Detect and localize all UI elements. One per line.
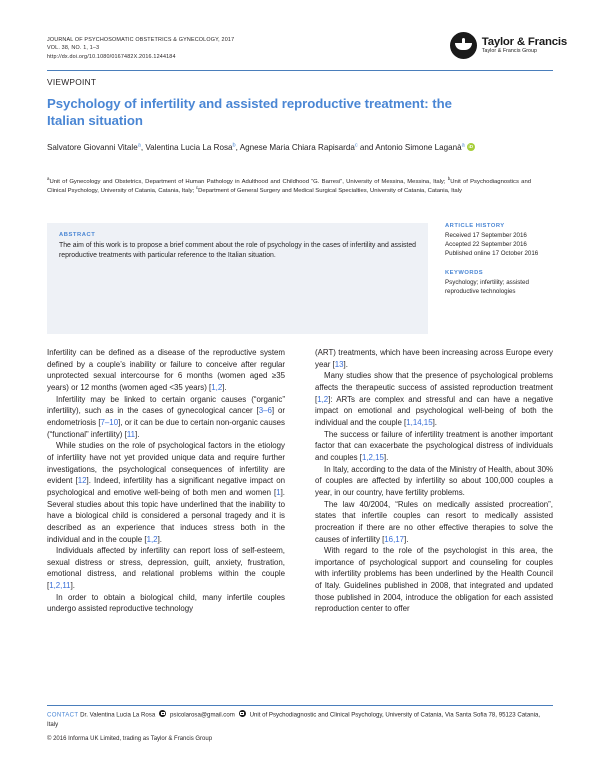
keywords-heading: KEYWORDS	[445, 269, 484, 276]
journal-doi-line[interactable]: http://dx.doi.org/10.1080/0167482X.2016.1244184	[47, 53, 176, 60]
article-type-label: VIEWPOINT	[47, 77, 97, 87]
body-column-left: Infertility can be defined as a disease of the reproductive system defined by a couple’s inability or failure to conceive after regular unprotected sexual intercourse for 6 months (women aged ≥35 years) or 12 months (women aged <35 years) [1,2]. Infertility may be linked to certain organic causes (“organic” infertility), such as in the cases of gynecological cancer [3–6] or endometriosis [7–10], or it can be due to certain non-organic causes (“functional” infertility) [11]. While studies on the role of psychological factors in the etiology of infertility have not yet provided unique data and require further investigations, the psychological consequences of infertility are evident [12]. Indeed, infertility has a significant negative impact on psychological and emotive well-being of both men and women [1]. Several studies about this topic have underlined that the inability to have a biological child is considered a personal tragedy and it is described as an experience that induces stress both in the individual and in the couple [1,2]. Individuals affected by infertility can report loss of self-esteem, sexual distress or stress, depression, guilt, anxiety, frustration, emotional distress, and relational problems within the couple [1,2,11]. In order to obtain a biological child, many infertile couples undergo assisted reproductive technology	[47, 348, 286, 614]
body-column-right: (ART) treatments, which have been increasing across Europe every year [13]. Many studies show that the presence of psychological problems affects the therapeutic success of assisted reproduction treatment [1,2]: ARTs are complex and stressful and can have a negative impact on emotional and psychological well-being of both the individual and the couple [1,14,15]. The success or failure of infertility treatment is another important factor that can exacerbate the psychological distress of individuals and couples [1,2,15]. In Italy, according to the data of the Ministry of Health, about 30% of couples are affected by infertility so about 100,000 couples a year, in our country, have fertility problems. The law 40/2004, “Rules on medically assisted procreation”, states that infertile couples can resort to medically assisted procreation if there are no other effective therapies to solve the causes of infertility [16,17]. With regard to the role of the psychologist in this area, the importance of psychological support and counseling for couples with infertility problems has been underlined by the Health Council of Italy. Guidelines published in 2008, that integrated and updated those published in 2004, introduce the obligation for each assisted reproduction center to offer	[315, 348, 553, 614]
abstract-heading: ABSTRACT	[59, 232, 96, 238]
article-history-heading: ARTICLE HISTORY	[445, 223, 505, 229]
publisher-name: Taylor & Francis	[481, 36, 567, 48]
journal-masthead	[47, 36, 437, 61]
article-footer	[47, 710, 547, 744]
publisher-logo	[450, 32, 567, 59]
contact-address: Unit of Psychodiagnostic and Clinical Psychology, University of Catania, Via Santa Sofia 78, 95123 Catania, Italy	[47, 711, 541, 728]
publisher-group: Taylor & Francis Group	[481, 48, 538, 54]
address-icon	[239, 710, 246, 717]
header-divider	[47, 70, 553, 71]
taylor-francis-lamp-icon	[450, 32, 477, 59]
article-title: Psychology of infertility and assisted reproductive treatment: the Italian situation	[47, 96, 452, 128]
article-metadata-column	[445, 223, 555, 296]
envelope-icon	[159, 710, 166, 717]
abstract-body: The aim of this work is to propose a brief comment about the role of psychology in the cases of infertility and assisted reproductive treatments with particular reference to the Italian situation.	[59, 242, 416, 260]
footer-divider	[47, 705, 553, 706]
journal-volume-line: VOL. 38, NO. 1, 1–3	[47, 45, 100, 52]
contact-line	[47, 710, 547, 729]
abstract-panel	[47, 223, 428, 334]
accepted-date: Accepted 22 September 2016	[445, 241, 527, 249]
author-names: Salvatore Giovanni Vitale$^a$, Valentina Lucia La Rosa$^b$, Agnese Maria Chiara Rapisarda$^c$ and Antonio Simone Laganà$^a$	[47, 142, 465, 152]
metadata-spacer	[445, 259, 555, 270]
journal-name-line: JOURNAL OF PSYCHOSOMATIC OBSTETRICS & GYNECOLOGY, 2017	[47, 37, 235, 43]
published-date: Published online 17 October 2016	[445, 250, 539, 258]
author-list	[47, 142, 527, 155]
copyright-line: © 2016 Informa UK Limited, trading as Taylor & Francis Group	[47, 735, 213, 742]
keywords-list: Psychology; infertility; assisted reproductive technologies	[445, 278, 529, 295]
contact-name: Dr. Valentina Lucia La Rosa	[80, 711, 156, 719]
contact-label: CONTACT	[47, 711, 79, 719]
publisher-logo-text	[482, 36, 567, 55]
orcid-icon[interactable]	[467, 143, 475, 151]
author-affiliations: $^a$Unit of Gynecology and Obstetrics, Department of Human Pathology in Adulthood and Childhood “G. Barresi”, University of Messina, Messina, Italy; $^b$Unit of Psychodiagnostics and Clinical Psychology, University of Catania, Catania, Italy; $^c$Department of General Surgery and Medical Surgical Specialties, University of Catania, Catania, Italy	[47, 176, 531, 194]
received-date: Received 17 September 2016	[445, 232, 527, 239]
contact-email[interactable]: psicolarosa@gmail.com	[170, 711, 235, 719]
